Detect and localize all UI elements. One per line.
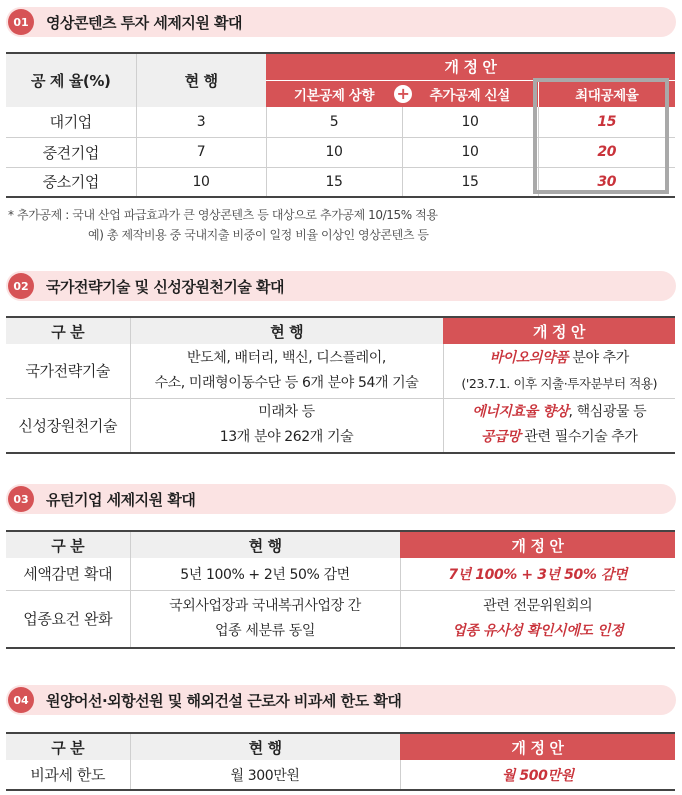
header-revised: 개 정 안 xyxy=(400,733,675,760)
table-row xyxy=(6,760,675,790)
header-max-rate: 최대공제율 xyxy=(538,80,675,107)
row-revised-line-1 xyxy=(444,346,676,371)
row-current xyxy=(130,344,443,398)
footnote-line-1: * 추가공제 : 국내 산업 파급효과가 큰 영상콘텐츠 등 대상으로 추가공제 10/15% 적용 xyxy=(8,208,438,222)
section-header-1 xyxy=(6,7,676,37)
row-revised xyxy=(400,590,675,648)
table-row xyxy=(6,344,675,398)
row-basic: 5 xyxy=(266,107,402,137)
row-current-line-1: 미래차 등 xyxy=(258,404,315,421)
table-row xyxy=(6,167,675,197)
header-extra-deduction: 추가공제 신설 xyxy=(402,80,538,107)
table-row xyxy=(6,558,675,590)
row-current-line-2: 13개 분야 262개 기술 xyxy=(219,429,354,446)
header-revised: 개 정 안 xyxy=(443,317,675,344)
row-current: 월 300만원 xyxy=(130,760,400,790)
row-current: 10 xyxy=(136,167,266,197)
row-revised xyxy=(443,398,675,453)
header-revised: 개 정 안 xyxy=(266,53,675,80)
header-revised: 개 정 안 xyxy=(400,531,675,558)
table-row xyxy=(6,398,675,453)
header-current: 현 행 xyxy=(130,317,443,344)
row-category: 국가전략기술 xyxy=(6,344,130,398)
row-category: 신성장원천기술 xyxy=(6,398,130,453)
header-division: 구 분 xyxy=(6,733,130,760)
row-revised xyxy=(443,344,675,398)
section-number-badge: 04 xyxy=(8,687,34,713)
table-row xyxy=(6,137,675,167)
row-current: 5년 100% + 2년 50% 감면 xyxy=(130,558,400,590)
row-current-line-1: 반도체, 배터리, 백신, 디스플레이, xyxy=(187,349,386,366)
row-current xyxy=(130,590,400,648)
row-current: 3 xyxy=(136,107,266,137)
section-header-2 xyxy=(6,271,676,301)
row-category: 세액감면 확대 xyxy=(6,558,130,590)
plain-text: , 핵심광물 등 xyxy=(568,404,647,421)
header-basic-label: 기본공제 상향 xyxy=(293,87,375,104)
row-basic: 10 xyxy=(266,137,402,167)
section-number-badge: 03 xyxy=(8,486,34,512)
plus-icon: + xyxy=(394,85,412,103)
section-header-4 xyxy=(6,685,676,715)
header-division: 구 분 xyxy=(6,531,130,558)
reshoring-table xyxy=(6,530,675,649)
section-title: 영상콘텐츠 투자 세제지원 확대 xyxy=(46,13,243,32)
strategic-tech-table xyxy=(6,316,675,454)
footnote-line-2: 예) 총 제작비용 중 국내지출 비중이 일정 비율 이상인 영상콘텐츠 등 xyxy=(88,228,429,242)
header-current: 현 행 xyxy=(136,53,266,107)
section-header-3 xyxy=(6,484,676,514)
section-title: 국가전략기술 및 신성장원천기술 확대 xyxy=(46,277,285,296)
footnote xyxy=(8,205,438,245)
row-current-line-2: 수소, 미래형이동수단 등 6개 분야 54개 기술 xyxy=(154,374,419,391)
row-max: 15 xyxy=(538,107,675,137)
section-title: 원양어선·외항선원 및 해외건설 근로자 비과세 한도 확대 xyxy=(46,691,402,710)
plain-text: 관련 필수기술 추가 xyxy=(520,429,638,446)
table-row xyxy=(6,590,675,648)
row-category: 대기업 xyxy=(6,107,136,137)
section-number-badge: 01 xyxy=(8,9,34,35)
row-max: 30 xyxy=(597,173,617,190)
row-extra: 10 xyxy=(402,137,538,167)
row-revised-line-1: 관련 전문위원회의 xyxy=(483,597,593,614)
row-basic: 15 xyxy=(266,167,402,197)
row-current-line-2: 업종 세분류 동일 xyxy=(215,622,315,639)
row-category: 중소기업 xyxy=(6,167,136,197)
row-revised: 7년 100% + 3년 50% 감면 xyxy=(400,558,675,590)
row-extra: 15 xyxy=(402,167,538,197)
highlight-text: 에너지효율 향상 xyxy=(472,404,569,421)
row-revised-line-2 xyxy=(444,425,676,450)
row-max: 20 xyxy=(538,137,675,167)
row-current xyxy=(130,398,443,453)
header-current: 현 행 xyxy=(130,733,400,760)
row-category: 비과세 한도 xyxy=(6,760,130,790)
plain-text: 분야 추가 xyxy=(568,349,629,366)
row-category: 중견기업 xyxy=(6,137,136,167)
header-rate: 공 제 율(%) xyxy=(6,53,136,107)
table-row xyxy=(6,107,675,137)
row-extra: 10 xyxy=(402,107,538,137)
row-revised: 월 500만원 xyxy=(501,767,574,784)
section-number-badge: 02 xyxy=(8,273,34,299)
row-current: 7 xyxy=(136,137,266,167)
section-title: 유턴기업 세제지원 확대 xyxy=(46,490,196,509)
highlight-text: 바이오의약품 xyxy=(489,349,569,366)
header-division: 구 분 xyxy=(6,317,130,344)
tax-exemption-table xyxy=(6,732,675,791)
row-current-line-1: 국외사업장과 국내복귀사업장 간 xyxy=(169,597,361,614)
header-current: 현 행 xyxy=(130,531,400,558)
row-category: 업종요건 완화 xyxy=(6,590,130,648)
row-revised-line-2: ('23.7.1. 이후 지출·투자분부터 적용) xyxy=(461,375,658,391)
row-revised-line-2: 업종 유사성 확인시에도 인정 xyxy=(452,622,624,639)
highlight-text: 공급망 xyxy=(480,429,521,446)
video-content-table xyxy=(6,52,675,198)
row-revised-line-1 xyxy=(444,400,676,425)
header-basic-deduction xyxy=(266,80,410,107)
